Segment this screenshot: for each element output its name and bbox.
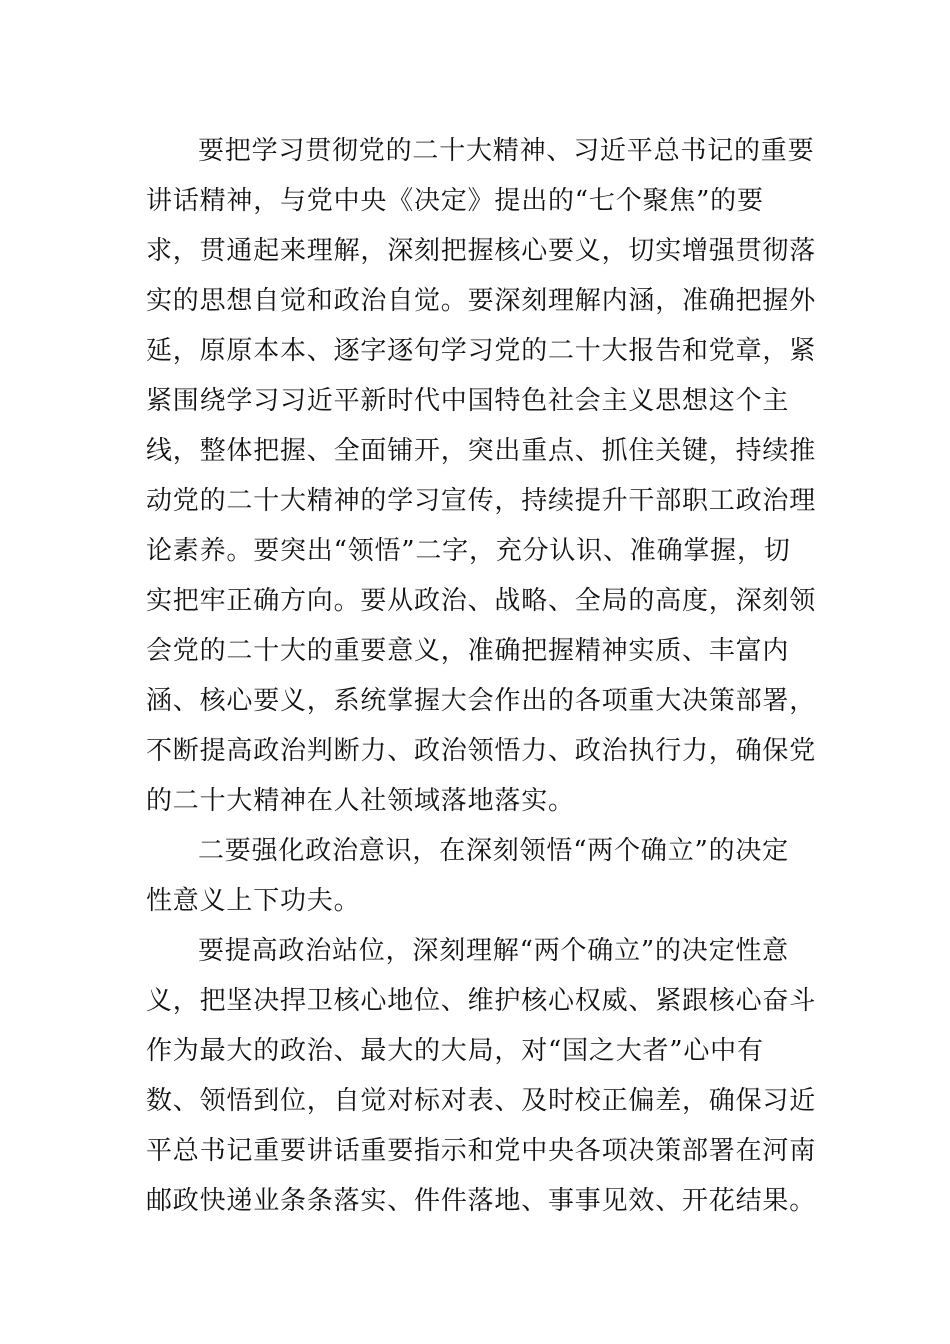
- text-line: 动党的二十大精神的学习宣传，持续提升干部职工政治理: [146, 486, 817, 516]
- text-line: 涵、核心要义，系统掌握大会作出的各项重大决策部署，: [146, 686, 817, 716]
- text-line: 不断提高政治判断力、政治领悟力、政治执行力，确保党: [146, 736, 817, 766]
- text-line: 要把学习贯彻党的二十大精神、习近平总书记的重要: [198, 136, 815, 166]
- text-line: 实的思想自觉和政治自觉。要深刻理解内涵，准确把握外: [146, 286, 817, 316]
- text-line: 论素养。要突出“领悟”二字，充分认识、准确掌握，切: [146, 536, 791, 566]
- text-line: 邮政快递业条条落实、件件落地、事事见效、开花结果。: [146, 1186, 817, 1216]
- paragraph-3: [146, 926, 817, 1226]
- text-line: 平总书记重要讲话重要指示和党中央各项决策部署在河南: [146, 1136, 817, 1166]
- paragraph-2: [146, 826, 789, 926]
- text-line: 会党的二十大的重要意义，准确把握精神实质、丰富内: [146, 636, 790, 666]
- text-line: 紧围绕学习习近平新时代中国特色社会主义思想这个主: [146, 386, 790, 416]
- text-line: 延，原原本本、逐字逐句学习党的二十大报告和党章，紧: [146, 336, 817, 366]
- text-line: 要提高政治站位，深刻理解“两个确立”的决定性意: [198, 936, 789, 966]
- text-line: 讲话精神，与党中央《决定》提出的“七个聚焦”的要: [146, 186, 764, 216]
- paragraph-1: [146, 126, 817, 826]
- text-line: 线，整体把握、全面铺开，突出重点、抓住关键，持续推: [146, 436, 817, 466]
- text-line: 的二十大精神在人社领域落地落实。: [146, 786, 575, 816]
- text-line: 求，贯通起来理解，深刻把握核心要义，切实增强贯彻落: [146, 236, 817, 266]
- text-line: 性意义上下功夫。: [146, 886, 361, 916]
- text-line: 数、领悟到位，自觉对标对表、及时校正偏差，确保习近: [146, 1086, 817, 1116]
- document-body: [146, 126, 817, 1226]
- text-line: 作为最大的政治、最大的大局，对“国之大者”心中有: [146, 1036, 764, 1066]
- text-line: 实把牢正确方向。要从政治、战略、全局的高度，深刻领: [146, 586, 817, 616]
- text-line: 义，把坚决捍卫核心地位、维护核心权威、紧跟核心奋斗: [146, 986, 817, 1016]
- text-line: 二要强化政治意识，在深刻领悟“两个确立”的决定: [198, 836, 789, 866]
